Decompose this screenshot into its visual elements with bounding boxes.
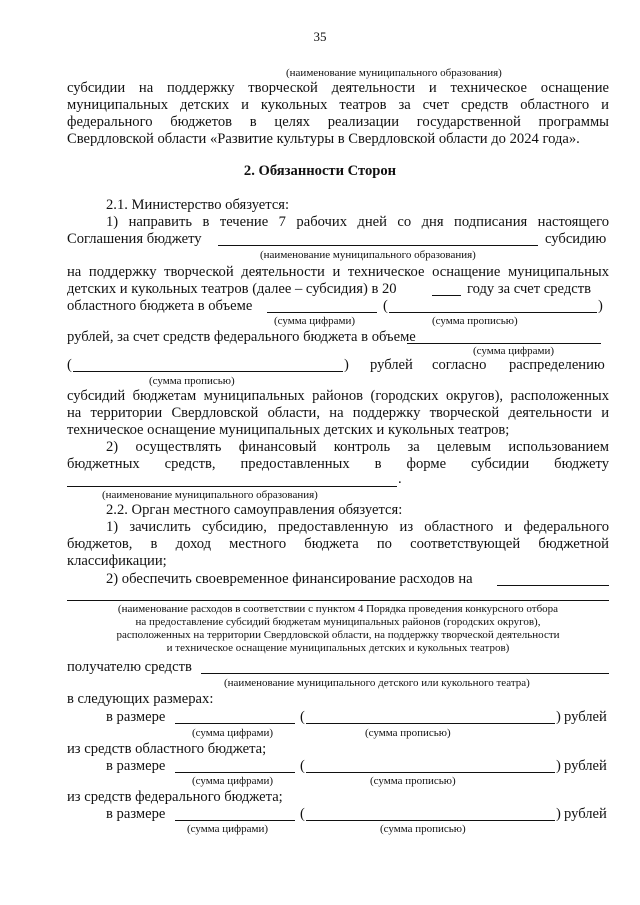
page-number: 35 <box>313 29 327 44</box>
caption-digits-3: (сумма цифрами) <box>192 727 274 739</box>
amount-digits-field-2[interactable] <box>175 772 295 773</box>
caption-digits-1: (сумма цифрами) <box>274 315 356 327</box>
intro-line-1: субсидии на поддержку творческой деятельности и техническое оснащение <box>67 80 609 96</box>
s21-p1-line11: техническое оснащение муниципальных детских и кукольных театров; <box>67 422 510 438</box>
caption-words-2: (сумма прописью) <box>149 375 235 387</box>
s21-p1-line2-a: Соглашения бюджету <box>67 231 202 247</box>
amount-words-field-2[interactable] <box>306 772 555 773</box>
from-federal: из средств федерального бюджета; <box>67 789 283 805</box>
s21-p1-line5-a: областного бюджета в объеме <box>67 298 253 314</box>
s21-p1-line8-a: рублей <box>370 357 413 373</box>
amount-prefix-2: в размере <box>106 758 166 774</box>
budget-recipient-field[interactable] <box>218 245 538 246</box>
s21-p1-line9: субсидий бюджетам муниципальных районов (городских округов), расположенных <box>67 388 609 404</box>
s21-p1-line8-c: распределению <box>509 357 605 373</box>
caption-municipality-1: (наименование муниципального образования) <box>260 249 476 261</box>
caption-words-3: (сумма прописью) <box>365 727 451 739</box>
from-regional: из средств областного бюджета; <box>67 741 267 757</box>
caption-words-1: (сумма прописью) <box>432 315 518 327</box>
regional-amount-digits-field[interactable] <box>267 312 377 313</box>
recipient-label: получателю средств <box>67 659 192 675</box>
year-field[interactable] <box>432 295 461 296</box>
s22-p1-line2: бюджетов, в доход местного бюджета по соответствующей бюджетной <box>67 536 609 552</box>
amount-paren-open-3: ( <box>300 806 305 822</box>
paren-open-1: ( <box>383 298 388 314</box>
s21-p1-line6: рублей, за счет средств федерального бюджета в объеме <box>67 329 416 345</box>
amount-digits-field-3[interactable] <box>175 820 295 821</box>
s21-p1-line8-b: согласно <box>432 357 487 373</box>
caption-words-4: (сумма прописью) <box>370 775 456 787</box>
expenses-field-2[interactable] <box>67 600 609 601</box>
caption-expenses-4: и техническое оснащение муниципальных детских и кукольных театров) <box>166 642 510 654</box>
paren-close-1: ) <box>598 298 603 314</box>
intro-line-4: Свердловской области «Развитие культуры в Свердловской области до 2024 года». <box>67 131 580 147</box>
s21-p1-line4-a: детских и кукольных театров (далее – субсидия) в 20 <box>67 281 397 297</box>
caption-expenses-3: расположенных на территории Свердловской области, на поддержку творческой деятельности <box>116 629 560 641</box>
amount-words-field-3[interactable] <box>306 820 555 821</box>
s22-heading: 2.2. Орган местного самоуправления обязуется: <box>106 502 403 518</box>
s21-p1-line3: на поддержку творческой деятельности и техническое оснащение муниципальных <box>67 264 609 280</box>
amount-prefix-3: в размере <box>106 806 166 822</box>
section-title: 2. Обязанности Сторон <box>243 163 397 179</box>
amount-suffix-2: рублей <box>564 758 607 774</box>
amount-digits-field-1[interactable] <box>175 723 295 724</box>
amount-paren-open-1: ( <box>300 709 305 725</box>
caption-words-5: (сумма прописью) <box>380 823 466 835</box>
caption-municipality-2: (наименование муниципального образования) <box>102 489 318 501</box>
caption-digits-4: (сумма цифрами) <box>192 775 274 787</box>
s21-p1-line4-b: году за счет средств <box>467 281 592 297</box>
budget-municipality-field[interactable] <box>67 486 397 487</box>
s21-p1-line2-b: субсидию <box>545 231 607 247</box>
amount-suffix-1: рублей <box>564 709 607 725</box>
amount-paren-close-3: ) <box>556 806 561 822</box>
amount-paren-close-1: ) <box>556 709 561 725</box>
regional-amount-words-field[interactable] <box>389 312 597 313</box>
s22-p2-line1: 2) обеспечить своевременное финансирование расходов на <box>106 571 473 587</box>
amount-paren-close-2: ) <box>556 758 561 774</box>
caption-expenses-2: на предоставление субсидий бюджетам муниципальных районов (городских округов), <box>135 616 541 628</box>
s21-p2-line1: 2) осуществлять финансовый контроль за целевым использованием <box>106 439 609 455</box>
federal-amount-digits-field[interactable] <box>407 343 601 344</box>
caption-digits-2: (сумма цифрами) <box>473 345 555 357</box>
recipient-field[interactable] <box>201 673 609 674</box>
s22-p1-line1: 1) зачислить субсидию, предоставленную из областного и федерального <box>106 519 609 535</box>
s22-p1-line3: классификации; <box>67 553 167 569</box>
s21-heading: 2.1. Министерство обязуется: <box>106 197 290 213</box>
amount-words-field-1[interactable] <box>306 723 555 724</box>
caption-digits-5: (сумма цифрами) <box>187 823 269 835</box>
federal-amount-words-field[interactable] <box>73 371 343 372</box>
amount-paren-open-2: ( <box>300 758 305 774</box>
amount-suffix-3: рублей <box>564 806 607 822</box>
paren-close-2: ) <box>344 357 349 373</box>
intro-line-3: федерального бюджетов в целях реализации государственной программы <box>67 114 609 130</box>
s21-p1-line10: на территории Свердловской области, на поддержку творческой деятельности и <box>67 405 609 421</box>
paren-open-2: ( <box>67 357 72 373</box>
period: . <box>398 471 402 487</box>
amounts-label: в следующих размерах: <box>67 691 214 707</box>
caption-municipality-top: (наименование муниципального образования) <box>286 67 502 79</box>
intro-line-2: муниципальных детских и кукольных театров за счет средств областного и <box>67 97 609 113</box>
s21-p1-line1: 1) направить в течение 7 рабочих дней со дня подписания настоящего <box>106 214 609 230</box>
caption-theatre: (наименование муниципального детского или кукольного театра) <box>224 677 530 689</box>
caption-expenses-1: (наименование расходов в соответствии с пунктом 4 Порядка проведения конкурсного отбора <box>117 603 559 615</box>
expenses-field-1[interactable] <box>497 585 609 586</box>
s21-p2-line2: бюджетных средств, предоставленных в форме субсидии бюджету <box>67 456 609 472</box>
amount-prefix-1: в размере <box>106 709 166 725</box>
